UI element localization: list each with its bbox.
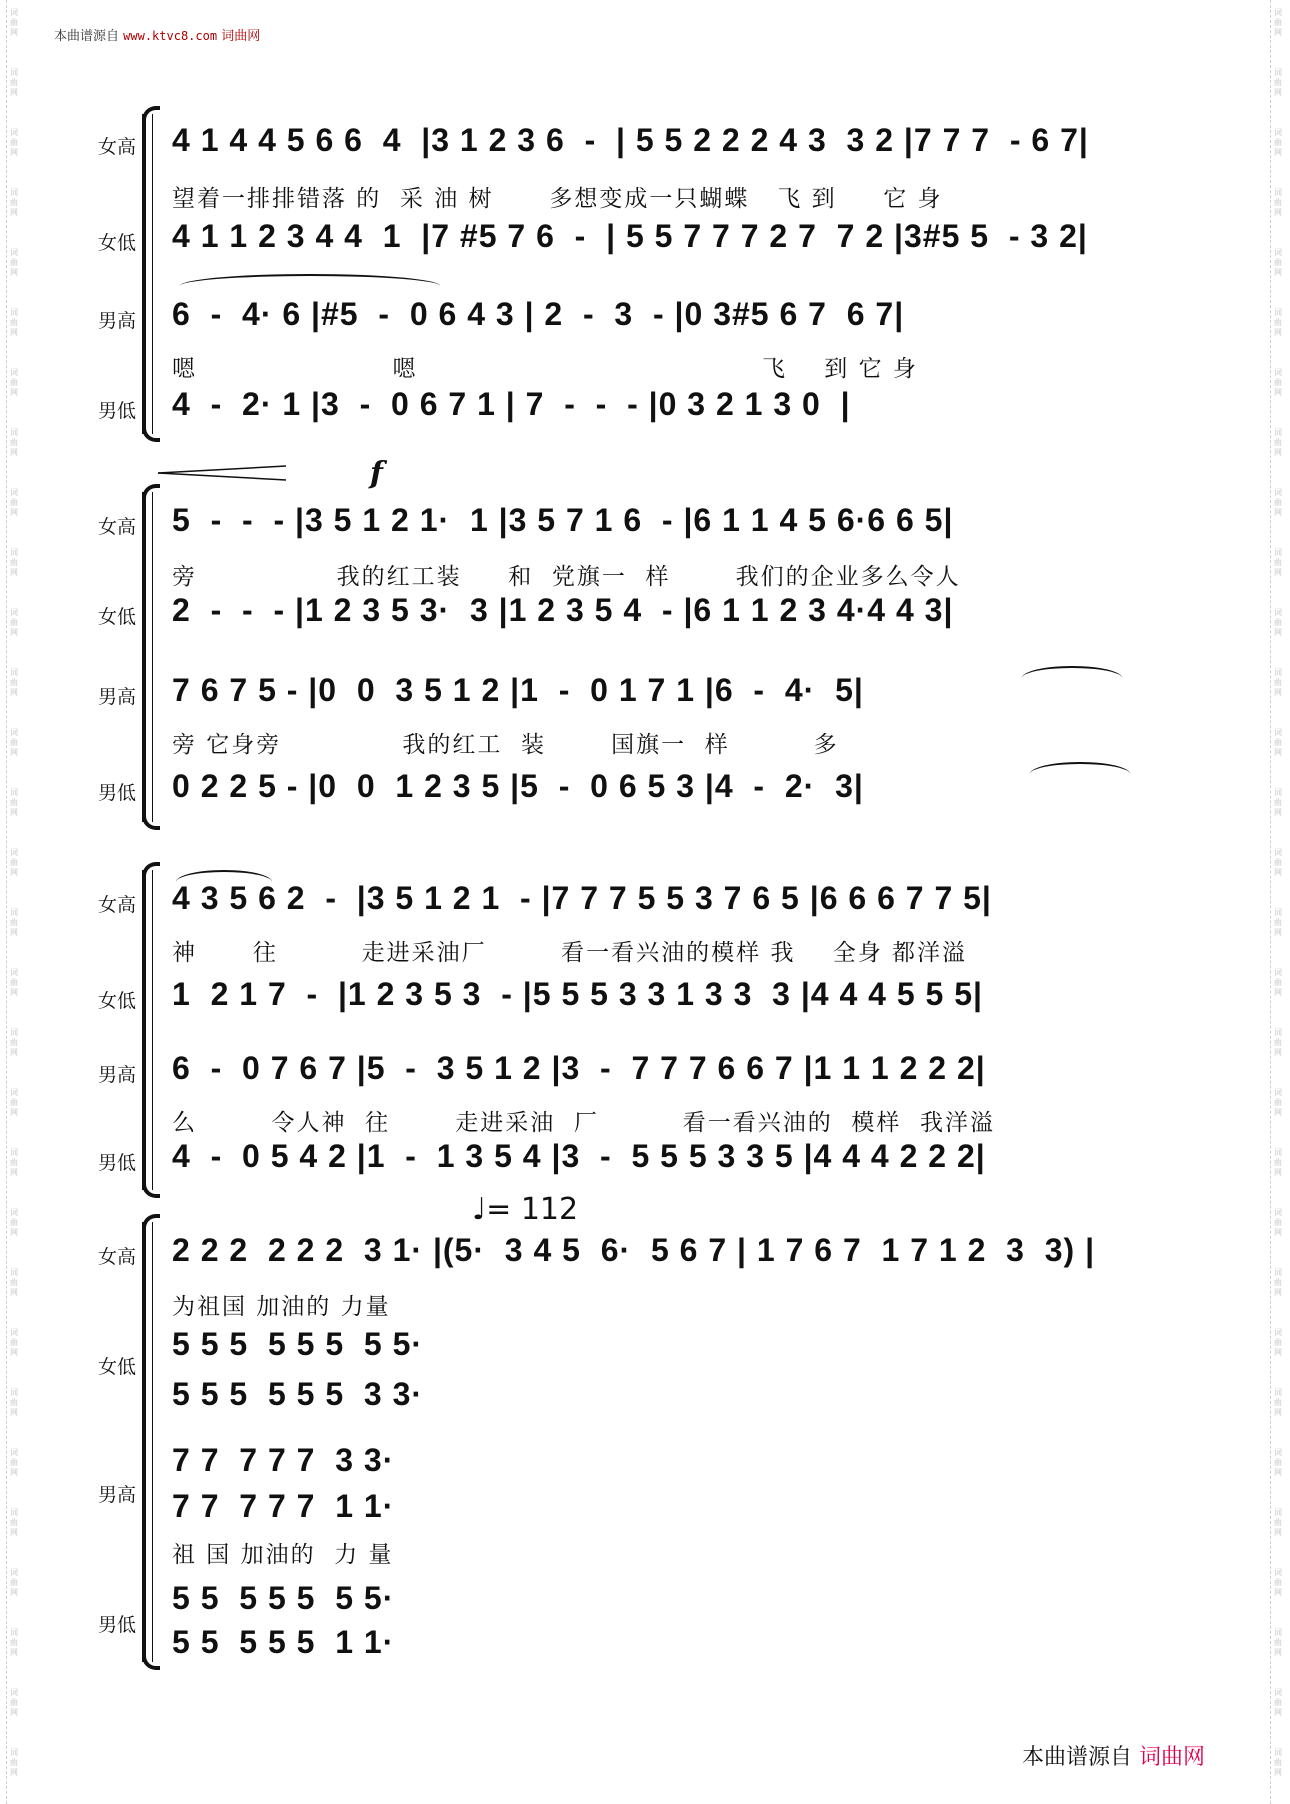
side-mark-text: 词曲网 [1274,1148,1282,1177]
side-mark-text: 词曲网 [10,608,18,637]
soprano-notes: 4 1 4 4 5 6 6 4 |3 1 2 3 6 - | 5 5 2 2 2 4 3 3 2 |7 7 7 - 6 7| [172,122,1089,158]
side-mark-text: 词曲网 [10,308,18,337]
dynamic-forte: f [370,456,383,491]
voice-label-bass: 男低 [98,1152,137,1174]
soprano-lyrics: 旁 我的红工装 和 党旗一 样 我们的企业多么令人 [172,564,961,590]
quarter-note-icon: ♩ [472,1192,487,1227]
side-mark-text: 词曲网 [1274,1568,1282,1597]
side-mark-text: 词曲网 [10,968,18,997]
system-brace [142,1222,146,1662]
voice-label-bass: 男低 [98,1614,137,1636]
side-mark-text: 词曲网 [10,1088,18,1117]
soprano-lyrics: 望着一排排错落 的 采 油 树 多想变成一只蝴蝶 飞 到 它 身 [172,186,943,212]
soprano-notes: 5 - - - |3 5 1 2 1· 1 |3 5 7 1 6 - |6 1 1 4 5 6·6 6 5| [172,502,954,538]
voice-label-soprano: 女高 [98,136,137,158]
side-mark-text: 词曲网 [10,128,18,157]
voice-label-tenor: 男高 [98,310,137,332]
soprano-notes: 2 2 2 2 2 2 3 1· |(5· 3 4 5 6· 5 6 7 | 1 7 6 7 1 7 1 2 3 3) | [172,1232,1096,1268]
footer-site[interactable]: 词曲网 [1139,1745,1206,1770]
bass-notes-lower: 5 5 5 5 5 1 1· [172,1624,395,1660]
side-mark-text: 词曲网 [1274,608,1282,637]
side-mark-text: 词曲网 [10,1688,18,1717]
side-mark-text: 词曲网 [1274,428,1282,457]
page-footer [1022,1740,1205,1771]
bass-notes: 4 - 2· 1 |3 - 0 6 7 1 | 7 - - - |0 3 2 1 3 0 | [172,386,851,422]
system-line [152,870,153,1190]
system-brace [142,870,146,1190]
tenor-lyrics: 旁 它身旁 我的红工 装 国旗一 样 多 [172,732,839,758]
side-mark-text: 词曲网 [10,848,18,877]
system-brace [142,114,146,434]
side-mark-text: 词曲网 [1274,1028,1282,1057]
voice-label-bass: 男低 [98,782,137,804]
side-mark-text: 词曲网 [1274,548,1282,577]
side-mark-text: 词曲网 [10,728,18,757]
side-mark-text: 词曲网 [1274,728,1282,757]
side-mark-text: 词曲网 [1274,1628,1282,1657]
side-mark-text: 词曲网 [1274,1268,1282,1297]
side-mark-text: 词曲网 [10,68,18,97]
side-mark-text: 词曲网 [10,1568,18,1597]
soprano-lyrics: 神 往 走进采油厂 看一看兴油的模样 我 全身 都洋溢 [172,940,968,966]
tie [1030,762,1130,774]
side-mark-text: 词曲网 [10,368,18,397]
tenor-notes: 7 6 7 5 - |0 0 3 5 1 2 |1 - 0 1 7 1 |6 - 4· 5| [172,672,864,708]
side-mark-text: 词曲网 [10,8,18,37]
soprano-notes: 4 3 5 6 2 - |3 5 1 2 1 - |7 7 7 5 5 3 7 6 5 |6 6 6 7 7 5| [172,880,992,916]
voice-label-tenor: 男高 [98,686,137,708]
tenor-lyrics: 祖 国 加油的 力 量 [172,1542,394,1568]
side-mark-text: 词曲网 [1274,308,1282,337]
right-margin-watermark [1270,0,1285,1804]
alto-notes: 2 - - - |1 2 3 5 3· 3 |1 2 3 5 4 - |6 1 1 2 3 4·4 4 3| [172,592,954,628]
alto-notes-upper: 5 5 5 5 5 5 5 5· [172,1326,424,1362]
side-mark-text: 词曲网 [10,1448,18,1477]
side-mark-text: 词曲网 [1274,488,1282,517]
tenor-lyrics: 嗯 嗯 飞 到 它 身 [172,356,918,382]
side-mark-text: 词曲网 [10,788,18,817]
system-line [152,114,153,434]
side-mark-text: 词曲网 [10,1508,18,1537]
voice-label-alto: 女低 [98,1356,137,1378]
voice-label-soprano: 女高 [98,894,137,916]
footer-prefix: 本曲谱源自 [1022,1745,1133,1770]
side-mark-text: 词曲网 [1274,1508,1282,1537]
side-mark-text: 词曲网 [1274,1088,1282,1117]
side-mark-text: 词曲网 [1274,188,1282,217]
header-url[interactable]: www.ktvc8.com [123,29,218,43]
side-mark-text: 词曲网 [10,668,18,697]
side-mark-text: 词曲网 [1274,248,1282,277]
side-mark-text: 词曲网 [10,188,18,217]
system-line [152,492,153,822]
tempo-marking: ♩= 112 [472,1192,579,1227]
side-mark-text: 词曲网 [1274,1328,1282,1357]
voice-label-soprano: 女高 [98,516,137,538]
side-mark-text: 词曲网 [10,1748,18,1777]
alto-notes: 1 2 1 7 - |1 2 3 5 3 - |5 5 5 3 3 1 3 3 3 |4 4 4 5 5 5| [172,976,983,1012]
side-mark-text: 词曲网 [10,488,18,517]
system-brace [142,492,146,822]
side-mark-text: 词曲网 [10,1208,18,1237]
page-header [54,25,260,44]
side-mark-text: 词曲网 [10,428,18,457]
tie [180,274,440,286]
soprano-lyrics: 为祖国 加油的 力量 [172,1294,391,1320]
side-mark-text: 词曲网 [1274,368,1282,397]
side-mark-text: 词曲网 [1274,8,1282,37]
side-mark-text: 词曲网 [1274,1448,1282,1477]
side-mark-text: 词曲网 [1274,128,1282,157]
system-line [152,1222,153,1662]
bass-notes-upper: 5 5 5 5 5 5 5· [172,1580,395,1616]
side-mark-text: 词曲网 [10,1268,18,1297]
side-mark-text: 词曲网 [10,548,18,577]
tie [1022,666,1122,678]
header-site[interactable]: 词曲网 [221,29,261,44]
voice-label-alto: 女低 [98,232,137,254]
alto-notes: 4 1 1 2 3 4 4 1 |7 #5 7 6 - | 5 5 7 7 7 2 7 7 2 |3#5 5 - 3 2| [172,218,1088,254]
voice-label-tenor: 男高 [98,1484,137,1506]
voice-label-alto: 女低 [98,606,137,628]
voice-label-soprano: 女高 [98,1246,137,1268]
side-mark-text: 词曲网 [1274,848,1282,877]
bass-notes: 4 - 0 5 4 2 |1 - 1 3 5 4 |3 - 5 5 5 3 3 5 |4 4 4 2 2 2| [172,1138,986,1174]
side-mark-text: 词曲网 [10,908,18,937]
side-mark-text: 词曲网 [10,1388,18,1417]
tenor-notes-lower: 7 7 7 7 7 1 1· [172,1488,395,1524]
tenor-notes-upper: 7 7 7 7 7 3 3· [172,1442,395,1478]
tie [176,870,272,882]
voice-label-tenor: 男高 [98,1064,137,1086]
side-mark-text: 词曲网 [1274,1688,1282,1717]
voice-label-bass: 男低 [98,400,137,422]
bass-notes: 0 2 2 5 - |0 0 1 2 3 5 |5 - 0 6 5 3 |4 - 2· 3| [172,768,864,804]
side-mark-text: 词曲网 [1274,1388,1282,1417]
voice-label-alto: 女低 [98,990,137,1012]
side-mark-text: 词曲网 [10,248,18,277]
side-mark-text: 词曲网 [10,1628,18,1657]
side-mark-text: 词曲网 [1274,1208,1282,1237]
tenor-lyrics: 么 令人神 往 走进采油 厂 看一看兴油的 模样 我洋溢 [172,1110,995,1136]
tenor-notes: 6 - 0 7 6 7 |5 - 3 5 1 2 |3 - 7 7 7 6 6 7 |1 1 1 2 2 2| [172,1050,986,1086]
left-margin-watermark [6,0,21,1804]
alto-notes-lower: 5 5 5 5 5 5 3 3· [172,1376,424,1412]
side-mark-text: 词曲网 [1274,1748,1282,1777]
decrescendo-hairpin [158,464,288,482]
side-mark-text: 词曲网 [1274,908,1282,937]
side-mark-text: 词曲网 [1274,968,1282,997]
tenor-notes: 6 - 4· 6 |#5 - 0 6 4 3 | 2 - 3 - |0 3#5 6 7 6 7| [172,296,905,332]
header-prefix: 本曲谱源自 [54,29,120,44]
side-mark-text: 词曲网 [10,1328,18,1357]
side-mark-text: 词曲网 [10,1148,18,1177]
side-mark-text: 词曲网 [1274,788,1282,817]
side-mark-text: 词曲网 [1274,68,1282,97]
side-mark-text: 词曲网 [10,1028,18,1057]
side-mark-text: 词曲网 [1274,668,1282,697]
